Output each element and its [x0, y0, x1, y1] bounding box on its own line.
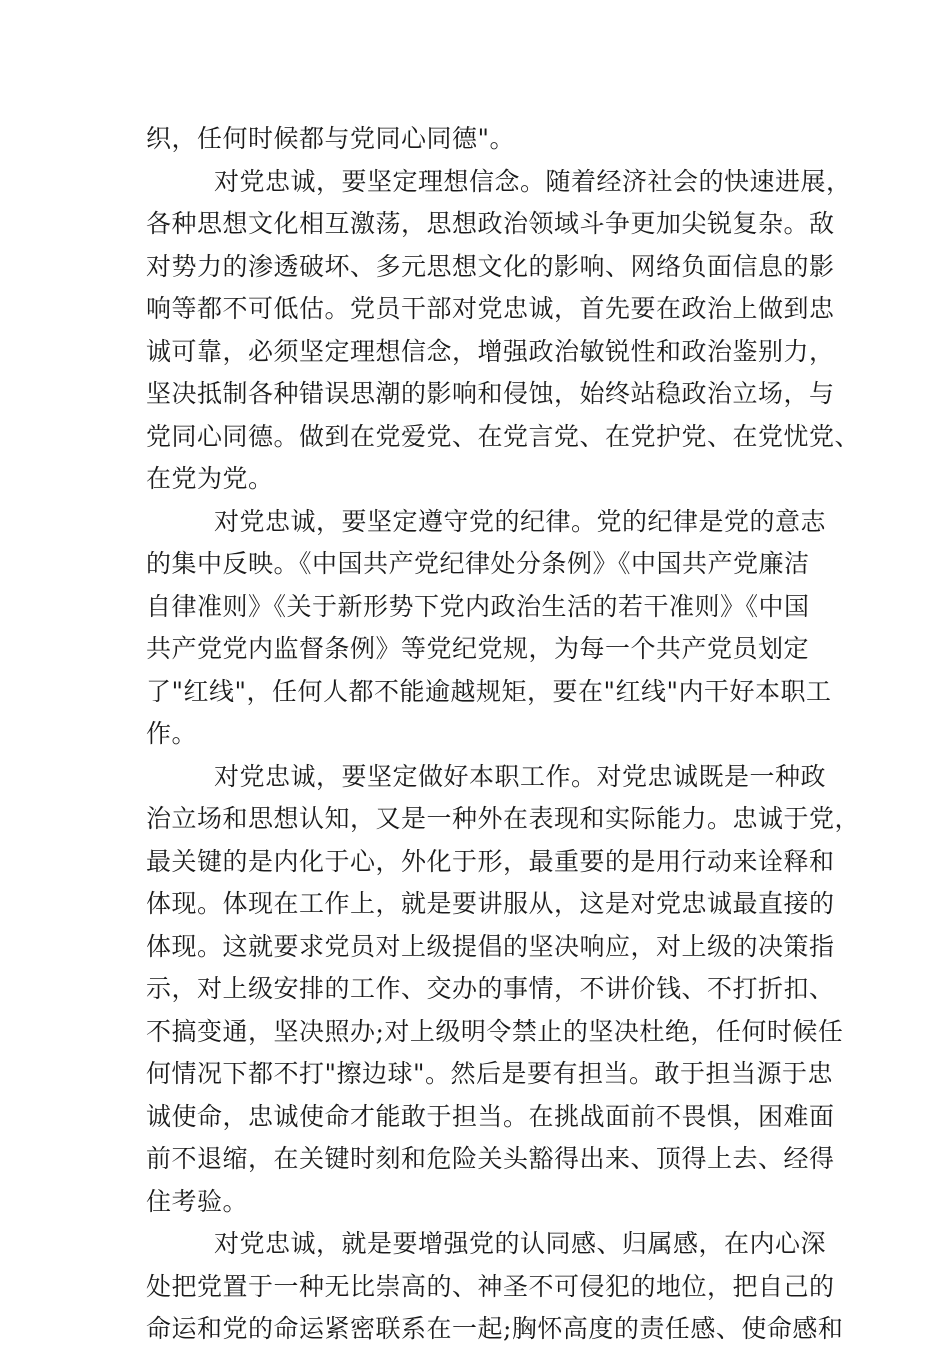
document-body	[146, 118, 861, 1351]
text-line: 诚使命，忠诚使命才能敢于担当。在挑战面前不畏惧，困难面	[146, 1101, 835, 1131]
text-line: 最关键的是内化于心，外化于形，最重要的是用行动来诠释和	[146, 846, 835, 876]
text-line: 处把党置于一种无比崇高的、神圣不可侵犯的地位，把自己的	[146, 1271, 835, 1301]
text-line: 了"红线"，任何人都不能逾越规矩，要在"红线"内干好本职工	[146, 676, 832, 706]
text-line: 治立场和思想认知，又是一种外在表现和实际能力。忠诚于党，	[146, 804, 861, 833]
text-line: 对党忠诚，要坚定遵守党的纪律。党的纪律是党的意志	[214, 506, 827, 536]
text-line: 织，任何时候都与党同心同德"。	[146, 124, 516, 153]
text-line: 不搞变通，坚决照办;对上级明令禁止的坚决杜绝，任何时候任	[146, 1016, 844, 1046]
text-line: 何情况下都不打"擦边球"。然后是要有担当。敢于担当源于忠	[146, 1059, 834, 1088]
text-line: 的集中反映。《中国共产党纪律处分条例》《中国共产党廉洁	[146, 549, 810, 578]
text-line: 坚决抵制各种错误思潮的影响和侵蚀，始终站稳政治立场，与	[146, 379, 835, 408]
text-line: 共产党党内监督条例》等党纪党规，为每一个共产党员划定	[146, 634, 810, 663]
text-line: 对党忠诚，要坚定理想信念。随着经济社会的快速进展，	[214, 166, 852, 196]
paragraph	[146, 1223, 844, 1351]
text-line: 响等都不可低估。党员干部对党忠诚，首先要在政治上做到忠	[146, 294, 835, 323]
text-line: 前不退缩，在关键时刻和危险关头豁得出来、顶得上去、经得	[146, 1144, 835, 1173]
text-line: 自律准则》《关于新形势下党内政治生活的若干准则》《中国	[146, 591, 810, 621]
text-line: 示，对上级安排的工作、交办的事情，不讲价钱、不打折扣、	[146, 974, 835, 1003]
text-line: 体现。体现在工作上，就是要讲服从，这是对党忠诚最直接的	[146, 889, 835, 918]
paragraph	[146, 161, 861, 501]
text-line: 体现。这就要求党员对上级提倡的坚决响应，对上级的决策指	[146, 931, 835, 961]
text-line: 命运和党的命运紧密联系在一起;胸怀高度的责任感、使命感和	[146, 1314, 844, 1343]
text-line: 在党为党。	[146, 464, 274, 493]
text-line: 作。	[146, 719, 198, 748]
paragraph	[146, 756, 861, 1224]
text-line: 各种思想文化相互激荡，思想政治领域斗争更加尖锐复杂。敌	[146, 209, 835, 238]
text-line: 对党忠诚，要坚定做好本职工作。对党忠诚既是一种政	[214, 761, 827, 791]
text-line: 对势力的渗透破坏、多元思想文化的影响、网络负面信息的影	[146, 251, 835, 281]
text-line: 党同心同德。做到在党爱党、在党言党、在党护党、在党忧党、	[146, 421, 861, 451]
text-line: 住考验。	[146, 1186, 249, 1216]
text-line: 对党忠诚，就是要增强党的认同感、归属感，在内心深	[214, 1229, 827, 1258]
text-line: 诚可靠，必须坚定理想信念，增强政治敏锐性和政治鉴别力，	[146, 336, 835, 366]
paragraph	[146, 118, 806, 161]
paragraph	[146, 501, 832, 756]
